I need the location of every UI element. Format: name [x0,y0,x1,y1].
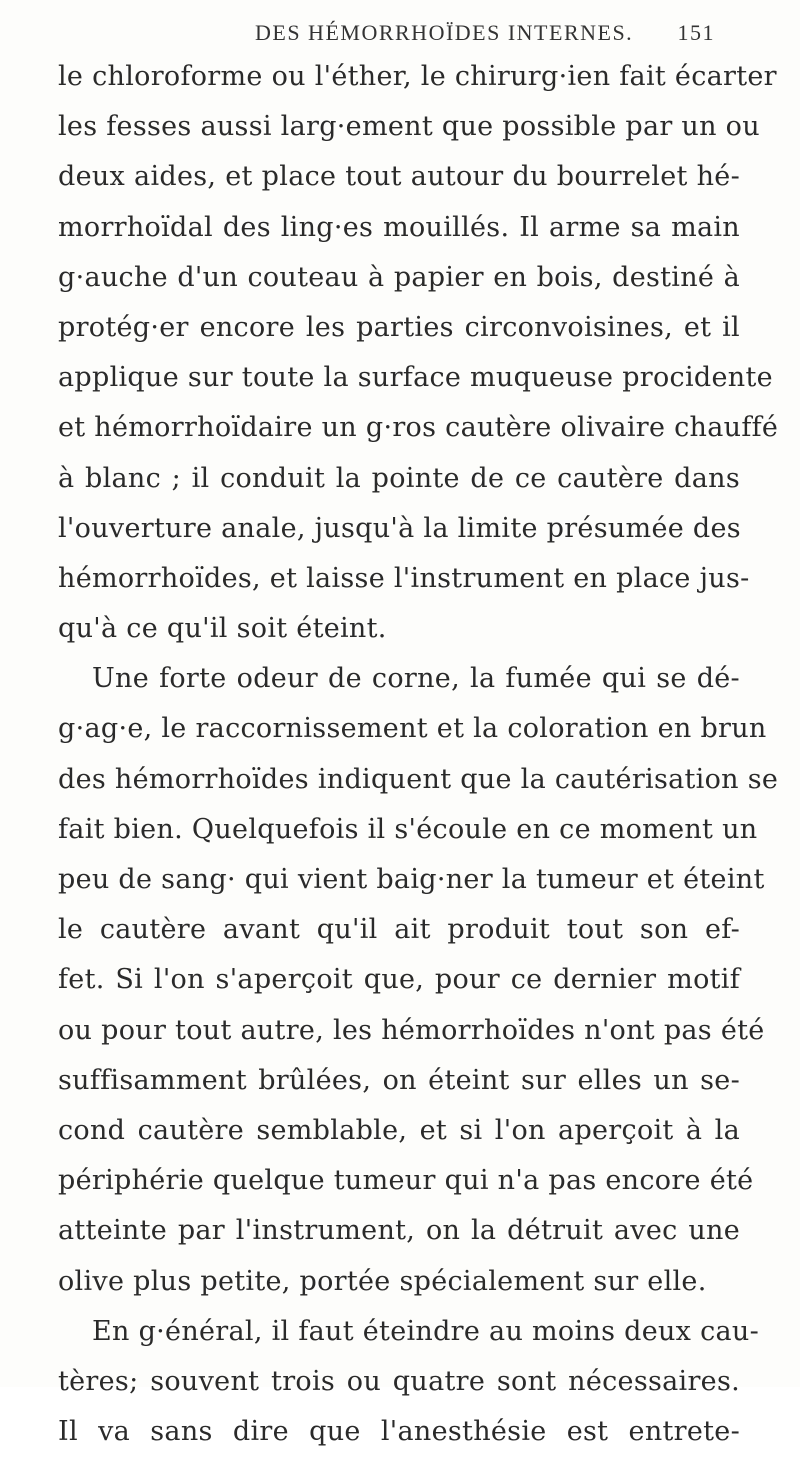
text-line: peu de sang· qui vient baig·ner la tumeur et éteint [58,864,765,895]
text-line: le chloroforme ou l'éther, le chirurg·ien fait écarter [58,61,777,92]
text-line: des hémorrhoïdes indiquent que la cautérisation se [58,763,779,795]
text-line: applique sur toute la surface muqueuse procidente [58,362,773,394]
text-line: fet. Si l'on s'aperçoit que, pour ce dernier motif [58,964,740,996]
text-line: atteinte par l'instrument, on la détruit avec une [58,1215,740,1247]
text-line: hémorrhoïdes, et laisse l'instrument en place jus- [58,562,750,594]
body-text [58,52,779,1457]
page-number: 151 [677,20,715,45]
text-line: g·auche d'un couteau à papier en bois, destiné à [58,261,740,293]
text-line: les fesses aussi larg·ement que possible par un ou [58,111,760,143]
text-line: à blanc ; il conduit la pointe de ce cautère dans [58,462,740,494]
paragraph-start-line: Une forte odeur de corne, la fumée qui se dé- [92,663,740,695]
running-head-title: DES HÉMORRHOÏDES INTERNES. [255,20,634,45]
running-head [255,12,715,52]
text-line: Il va sans dire que l'anesthésie est entrete- [58,1416,740,1448]
text-line: olive plus petite, portée spécialement sur elle. [58,1265,707,1297]
paragraph-start-line: En g·énéral, il faut éteindre au moins deux cau- [92,1315,760,1347]
text-line: deux aides, et place tout autour du bourrelet hé- [58,161,740,193]
text-line: l'ouverture anale, jusqu'à la limite présumée des [58,512,741,544]
text-line: g·ag·e, le raccornissement et la coloration en brun [58,713,767,745]
text-line: fait bien. Quelquefois il s'écoule en ce moment un [58,813,758,845]
text-line: cond cautère semblable, et si l'on aperçoit à la [58,1114,740,1146]
text-line: protég·er encore les parties circonvoisines, et il [58,311,740,343]
text-line: morrhoïdal des ling·es mouillés. Il arme sa main [58,211,740,243]
text-line: le cautère avant qu'il ait produit tout son ef- [58,914,740,946]
text-line: ou pour tout autre, les hémorrhoïdes n'ont pas été [58,1014,765,1046]
text-line: suffisamment brûlées, on éteint sur elles un se- [58,1064,740,1096]
text-line: périphérie quelque tumeur qui n'a pas encore été [58,1165,754,1197]
text-line: et hémorrhoïdaire un g·ros cautère olivaire chauffé [58,412,779,444]
text-line: tères; souvent trois ou quatre sont nécessaires. [58,1365,740,1397]
text-line: qu'à ce qu'il soit éteint. [58,613,387,645]
